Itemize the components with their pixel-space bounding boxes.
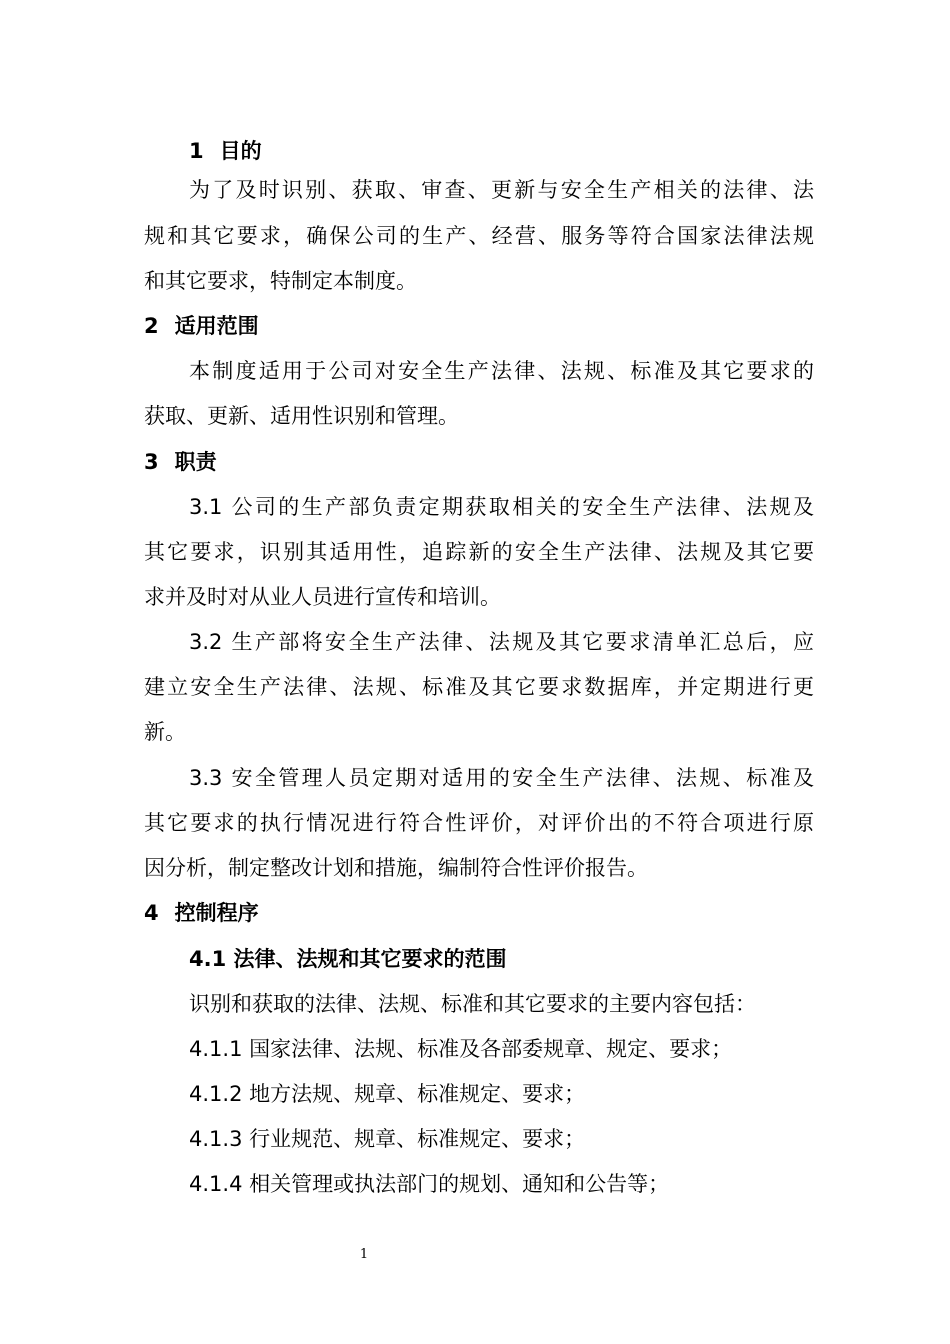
paragraph-line: 识别和获取的法律、法规、标准和其它要求的主要内容包括： [189,992,756,1016]
paragraph-line: 其它要求，识别其适用性，追踪新的安全生产法律、法规及其它要 [144,540,814,564]
section-number: 3 [144,450,159,474]
paragraph-line: 规和其它要求，确保公司的生产、经营、服务等符合国家法律法规 [144,224,814,248]
section-heading-scope [144,312,814,340]
paragraph-line: 建立安全生产法律、法规、标准及其它要求数据库，并定期进行更 [144,675,814,699]
paragraph-line: 因分析，制定整改计划和措施，编制符合性评价报告。 [144,856,648,880]
list-item: 4.1.1 国家法律、法规、标准及各部委规章、规定、要求； [189,1037,733,1061]
paragraph-line: 求并及时对从业人员进行宣传和培训。 [144,585,501,609]
page-number: 1 [359,1247,369,1262]
paragraph-line: 本制度适用于公司对安全生产法律、法规、标准及其它要求的 [189,359,814,383]
section-title: 适用范围 [174,314,259,338]
section-heading-duties [144,448,814,476]
paragraph-line: 3.2 生产部将安全生产法律、法规及其它要求清单汇总后，应 [189,630,814,654]
paragraph-line: 其它要求的执行情况进行符合性评价，对评价出的不符合项进行原 [144,811,814,835]
paragraph-line: 3.3 安全管理人员定期对适用的安全生产法律、法规、标准及 [189,766,814,790]
list-item: 4.1.3 行业规范、规章、标准规定、要求； [189,1127,586,1151]
section-number: 1 [189,139,204,163]
section-title: 控制程序 [174,901,259,925]
section-title: 职责 [174,450,217,474]
paragraph-line: 和其它要求，特制定本制度。 [144,269,417,293]
section-title: 目的 [219,139,262,163]
section-number: 4 [144,901,159,925]
paragraph-line: 3.1 公司的生产部负责定期获取相关的安全生产法律、法规及 [189,495,814,519]
paragraph-line: 获取、更新、适用性识别和管理。 [144,404,459,428]
section-heading-control [144,899,814,927]
list-item: 4.1.4 相关管理或执法部门的规划、通知和公告等； [189,1172,670,1196]
paragraph-line: 新。 [144,720,186,744]
paragraph-line: 为了及时识别、获取、审查、更新与安全生产相关的法律、法 [189,178,814,202]
list-item: 4.1.2 地方法规、规章、标准规定、要求； [189,1082,586,1106]
section-number: 2 [144,314,159,338]
section-heading-purpose [189,137,814,165]
subsection-heading: 4.1 法律、法规和其它要求的范围 [189,947,507,971]
